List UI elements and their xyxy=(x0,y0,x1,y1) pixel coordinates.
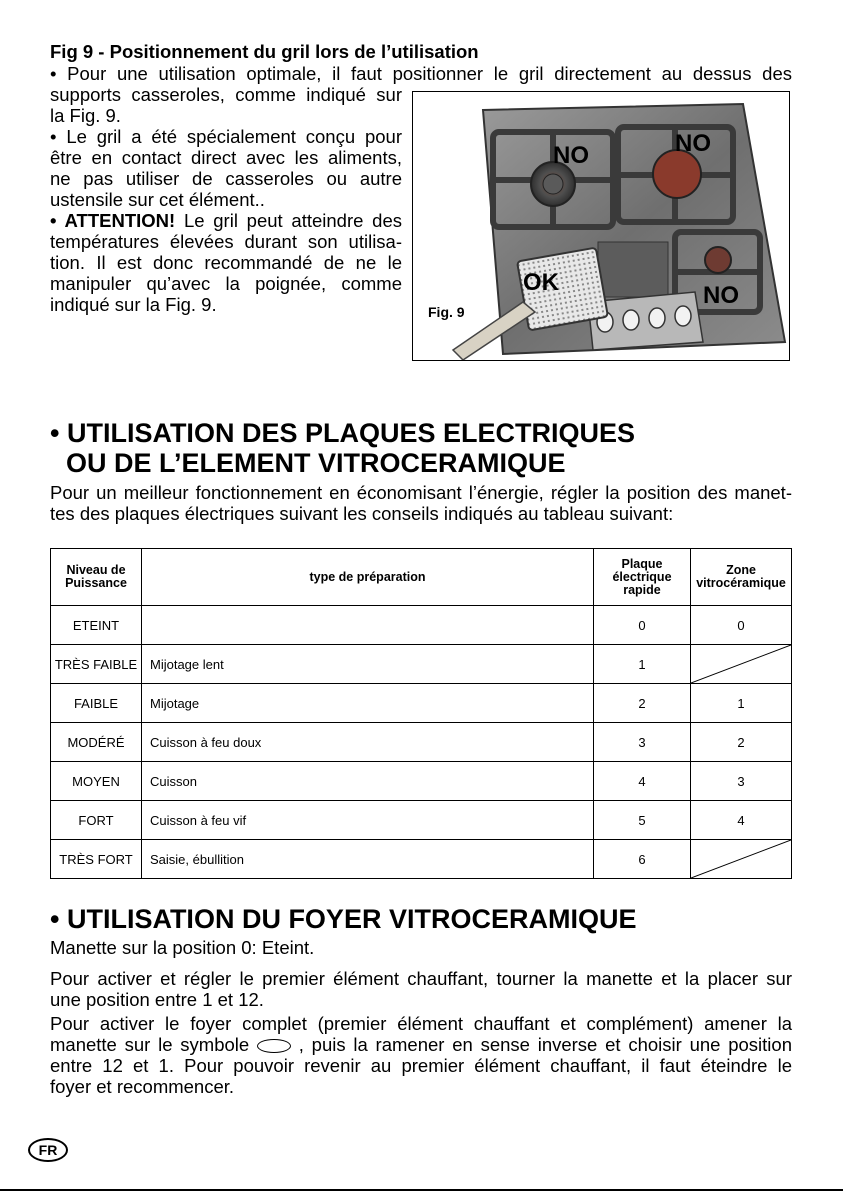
cell-level: ETEINT xyxy=(51,606,142,645)
section-heading-plates-line2: OU DE L’ELEMENT VITROCERAMIQUE xyxy=(66,448,566,478)
paragraph-line: Pour activer le foyer complet (premier élément chauffant et complément) amener la xyxy=(50,1013,792,1034)
table-header-row xyxy=(51,549,792,606)
cell-zone-empty xyxy=(691,645,792,684)
table-row xyxy=(51,762,792,801)
cell-prep: Mijotage lent xyxy=(142,645,594,684)
col-header-niveau: Niveau de Puissance xyxy=(51,549,142,606)
col-header-plaque: Plaque électrique rapide xyxy=(594,549,691,606)
hob-illustration xyxy=(413,92,790,361)
section-heading-plates: • UTILISATION DES PLAQUES ELECTRIQUES xyxy=(50,418,635,448)
cell-zone-empty xyxy=(691,840,792,879)
cell-prep: Cuisson xyxy=(142,762,594,801)
cell-level: MOYEN xyxy=(51,762,142,801)
fig9-line: • Le gril a été spécialement conçu pour xyxy=(50,126,402,147)
paragraph-fragment: , puis la ramener en sense inverse et choisir une position xyxy=(298,1034,792,1055)
table-row xyxy=(51,684,792,723)
vitro-p2 xyxy=(50,968,792,1010)
fig9-line: ustensile sur cet élément.. xyxy=(50,189,265,210)
attention-label: • ATTENTION! xyxy=(50,210,176,231)
fig9-line: manipuler qu’avec la poignée, comme xyxy=(50,273,402,294)
fig9-text-column xyxy=(50,84,402,315)
vitro-p3 xyxy=(50,1013,792,1097)
fig9-intro: • Pour une utilisation optimale, il faut positionner le gril directement au dessus des xyxy=(50,63,792,84)
cell-prep: Mijotage xyxy=(142,684,594,723)
figure-label: Fig. 9 xyxy=(428,304,465,320)
fig9-line: températures élevées durant son utilisa- xyxy=(50,231,402,252)
vitro-p1: Manette sur la position 0: Eteint. xyxy=(50,937,315,958)
fig9-attention-line xyxy=(50,210,402,231)
fig9-line: ne pas utiliser de casseroles ou autre xyxy=(50,168,402,189)
fig9-line: indiqué sur la Fig. 9. xyxy=(50,294,217,315)
cell-level: TRÈS FORT xyxy=(51,840,142,879)
no-label-rear-right: NO xyxy=(675,130,711,157)
power-level-table xyxy=(50,548,792,879)
section-plates-paragraph xyxy=(50,482,792,524)
table-row xyxy=(51,723,792,762)
cell-plaque: 0 xyxy=(594,606,691,645)
no-label-front-left: NO xyxy=(553,142,589,169)
cell-prep: Saisie, ébullition xyxy=(142,840,594,879)
ok-label-grill: OK xyxy=(523,269,559,296)
cell-level: MODÉRÉ xyxy=(51,723,142,762)
oval-symbol-icon xyxy=(257,1039,291,1053)
fig9-title: Fig 9 - Positionnement du gril lors de l’utilisation xyxy=(50,41,479,62)
paragraph-fragment: manette sur le symbole xyxy=(50,1034,250,1055)
col-header-zone: Zone vitrocéramique xyxy=(691,549,792,606)
table-row xyxy=(51,801,792,840)
cell-prep: Cuisson à feu vif xyxy=(142,801,594,840)
cell-zone: 1 xyxy=(691,684,792,723)
cell-plaque: 1 xyxy=(594,645,691,684)
fig9-line: Le gril peut atteindre des xyxy=(183,210,403,231)
cell-zone: 0 xyxy=(691,606,792,645)
table-row xyxy=(51,840,792,879)
fig9-line: tion. Il est donc recommandé de ne le xyxy=(50,252,402,273)
cell-plaque: 5 xyxy=(594,801,691,840)
cell-zone: 2 xyxy=(691,723,792,762)
cell-prep: Cuisson à feu doux xyxy=(142,723,594,762)
paragraph-line: Pour un meilleur fonctionnement en économisant l’énergie, régler la position des manet- xyxy=(50,482,792,503)
cell-plaque: 2 xyxy=(594,684,691,723)
cell-zone: 4 xyxy=(691,801,792,840)
cell-level: FORT xyxy=(51,801,142,840)
language-badge: FR xyxy=(28,1138,68,1162)
paragraph-line: tes des plaques électriques suivant les conseils indiqués au tableau suivant: xyxy=(50,503,674,524)
table-row xyxy=(51,606,792,645)
no-label-small-burner: NO xyxy=(703,282,739,309)
fig9-line: supports casseroles, comme indiqué sur xyxy=(50,84,402,105)
table-row xyxy=(51,645,792,684)
paragraph-line: foyer et recommencer. xyxy=(50,1076,235,1097)
cell-zone: 3 xyxy=(691,762,792,801)
fig9-line: la Fig. 9. xyxy=(50,105,121,126)
cell-prep xyxy=(142,606,594,645)
fig9-line: être en contact direct avec les aliments, xyxy=(50,147,402,168)
cell-level: FAIBLE xyxy=(51,684,142,723)
cell-plaque: 3 xyxy=(594,723,691,762)
section-heading-vitro: • UTILISATION DU FOYER VITROCERAMIQUE xyxy=(50,904,637,934)
cell-plaque: 4 xyxy=(594,762,691,801)
paragraph-line: Pour activer et régler le premier élément chauffant, tourner la manette et la placer sur xyxy=(50,968,792,989)
diagonal-slash xyxy=(691,840,791,878)
cell-plaque: 6 xyxy=(594,840,691,879)
cell-level: TRÈS FAIBLE xyxy=(51,645,142,684)
paragraph-line: une position entre 1 et 12. xyxy=(50,989,264,1010)
col-header-prep: type de préparation xyxy=(142,549,594,606)
diagonal-slash xyxy=(691,645,791,683)
fig9-image xyxy=(412,91,790,361)
paragraph-line xyxy=(50,1034,792,1055)
paragraph-line: entre 12 et 1. Pour pouvoir revenir au premier élément chauffant, il faut éteindre le xyxy=(50,1055,792,1076)
